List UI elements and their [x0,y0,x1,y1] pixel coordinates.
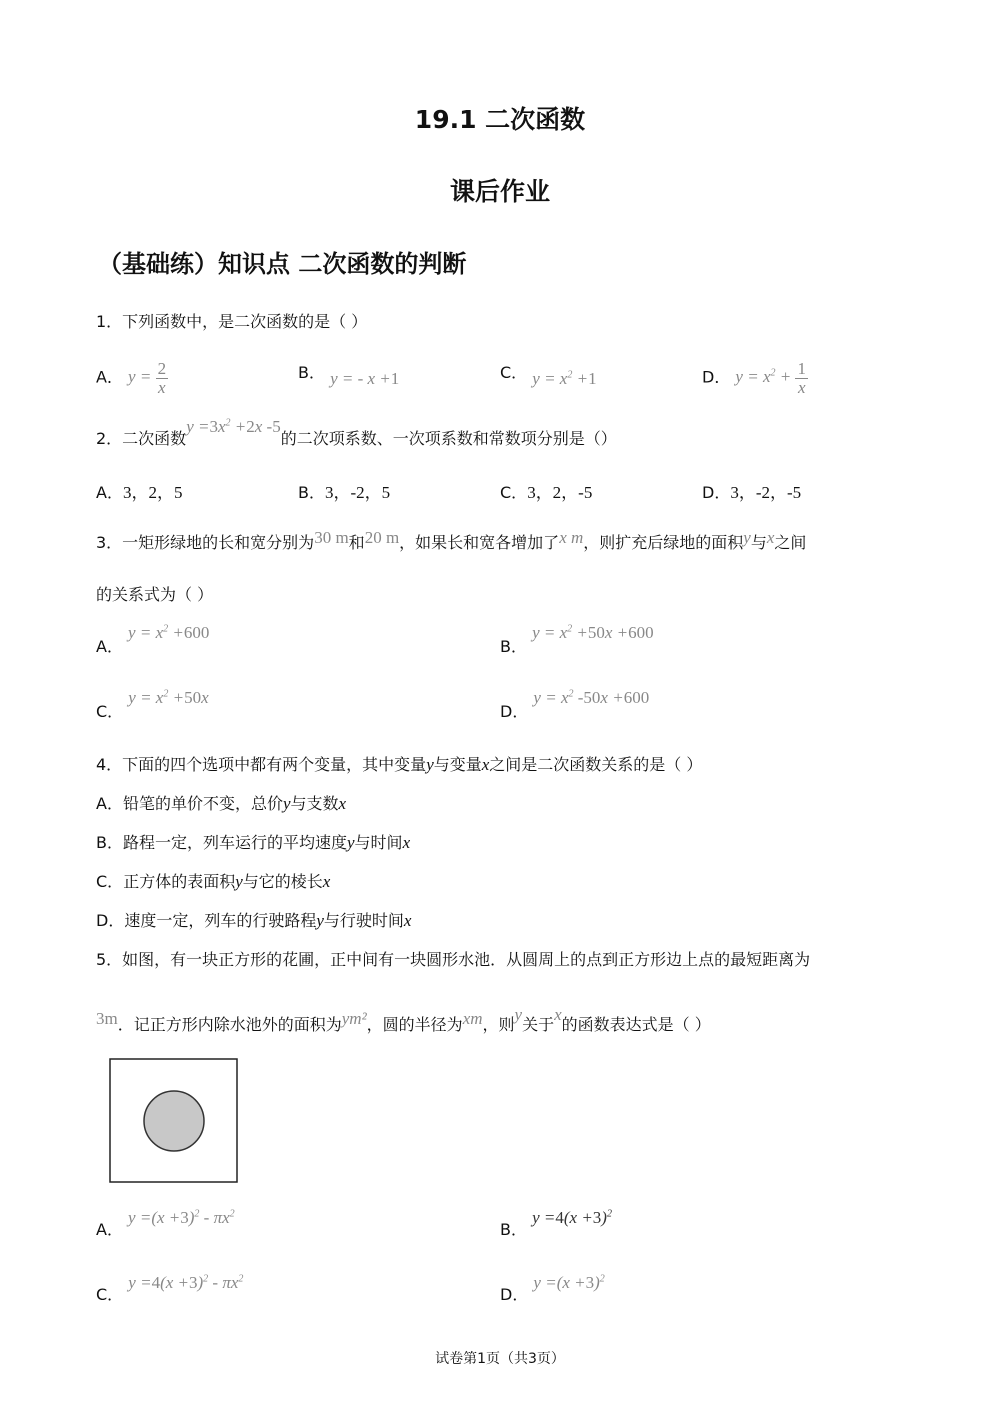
question-3-stem: 3．一矩形绿地的长和宽分别为30 m和20 m，如果长和宽各增加了x m，则扩充后绿地的面积y与x之间 [96,528,807,552]
option-a[interactable]: A． $y = x^2 +600$ [96,623,210,656]
option-d[interactable]: D．速度一定，列车的行驶路程y与行驶时间x [96,911,412,930]
formula: $y =4(x +3)^2$ [532,1208,612,1227]
formula: $y =(x +3)^2$ [533,1273,605,1292]
option-d[interactable]: D． $y = x^2$ -50x +600 [500,688,650,721]
option-d[interactable]: D． $y = x^2$ + $\frac{1}{x}$ [702,359,806,397]
formula: $y =4(x +3)^2 - \pi x^2$ [128,1273,244,1292]
option-d[interactable]: D． $y =(x +3)^2$ [500,1273,605,1304]
formula: $y = x^2$ + $\frac{1}{x}$ [735,359,806,397]
formula: $y = x^2 +50x$ [128,688,209,707]
question-2-stem: 2．二次函数$y =3x^2 +2x$ -5的二次项系数、一次项系数和常数项分别是（） [96,417,617,448]
option-b[interactable]: B．路程一定，列车运行的平均速度y与时间x [96,833,411,852]
question-5-stem: 5．如图，有一块正方形的花圃，正中间有一块圆形水池．从圆周上的点到正方形边上点的最短距离为 [96,950,811,969]
option-a[interactable]: A．3，2，5 [96,483,183,502]
option-c[interactable]: C．正方体的表面积y与它的棱长x [96,872,331,891]
formula: y = - x +1 [330,369,400,388]
option-c[interactable]: C． $y = x^2 +50x$ [96,688,209,721]
section-heading: （基础练）知识点 二次函数的判断 [98,250,467,278]
option-b[interactable]: B． $y =4(x +3)^2$ [500,1208,612,1239]
page-subtitle: 课后作业 [449,177,550,206]
question-4-stem: 4．下面的四个选项中都有两个变量，其中变量y与变量x之间是二次函数关系的是（ ） [96,755,703,774]
option-c[interactable]: C．3，2，-5 [500,483,593,502]
question-5-stem-cont: 3m．记正方形内除水池外的面积为ym²，圆的半径为xm，则y关于x的函数表达式是（ ） [96,1005,711,1034]
option-a[interactable]: A． $y =(x +3)^2 - \pi x^2$ [96,1208,235,1239]
option-b[interactable]: B． y = - x +1 [298,363,400,388]
formula: y = $\frac{2}{x}$ [128,359,167,397]
formula: $y = x^2 +600$ [128,623,210,642]
formula: $y = x^2$ -50x +600 [533,688,650,707]
question-1-stem: 1．下列函数中，是二次函数的是（ ） [96,312,368,331]
circular-pond [144,1091,204,1151]
page-title: 19.1 二次函数 [414,105,586,134]
option-b[interactable]: B．3，-2，5 [298,483,391,502]
question-3-stem-cont: 的关系式为（ ） [96,585,214,604]
formula: $y =3x^2 +2x$ -5 [186,417,281,436]
option-a[interactable]: A．铅笔的单价不变，总价y与支数x [96,794,347,813]
square-pond-figure [108,1057,240,1185]
formula: $y = x^2 +1$ [532,369,597,388]
formula: $y =(x +3)^2 - \pi x^2$ [128,1208,235,1227]
option-d[interactable]: D．3，-2，-5 [702,483,802,502]
option-b[interactable]: B． $y = x^2 +50x +600$ [500,623,654,656]
option-a[interactable]: A． y = $\frac{2}{x}$ [96,359,167,397]
option-c[interactable]: C． $y = x^2 +1$ [500,363,597,388]
formula: $y = x^2 +50x +600$ [532,623,654,642]
page-footer: 试卷第1页（共3页） [435,1351,565,1367]
option-c[interactable]: C． $y =4(x +3)^2 - \pi x^2$ [96,1273,244,1304]
